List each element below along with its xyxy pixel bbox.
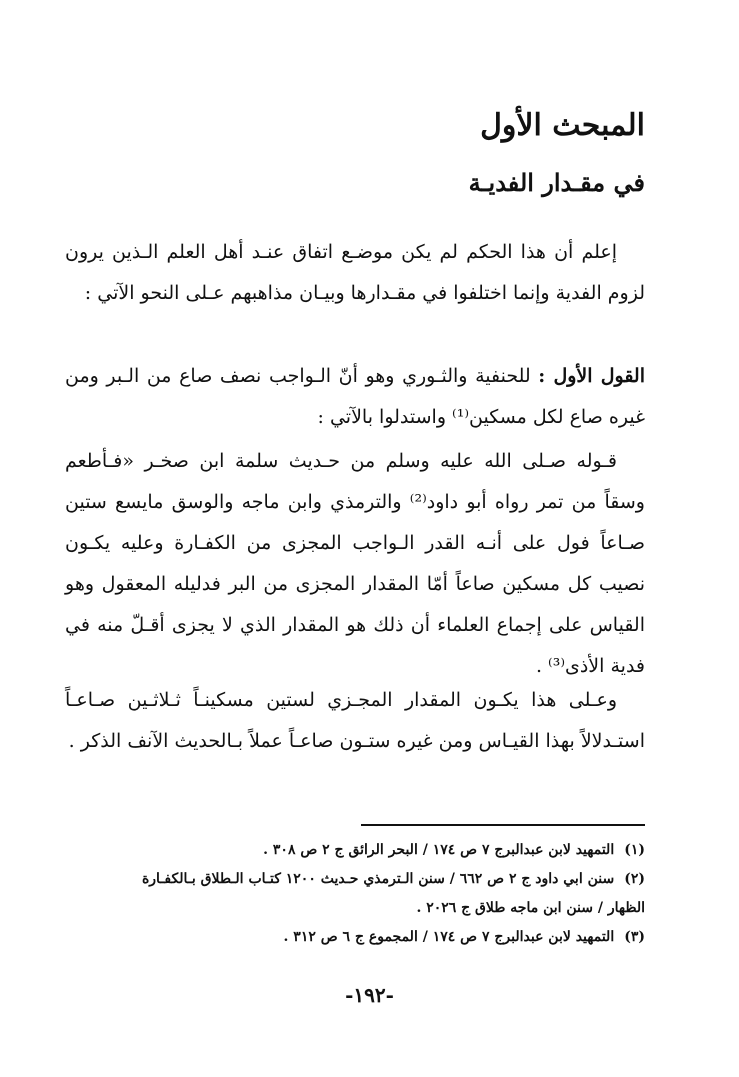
first-opinion-label: القول الأول : bbox=[538, 365, 645, 387]
footnote-number: (٣) bbox=[624, 929, 645, 945]
footnote-number: (١) bbox=[624, 842, 645, 858]
footnote-text: سنن ابي داود ج ٢ ص ٦٦٢ / سنن الـترمذي حـديث ١٢٠٠ كتـاب الـطلاق بـالكفـارة bbox=[141, 871, 615, 887]
paragraph-evidence: قـوله صـلى الله عليه وسلم من حـديث سلمة ابن صخـر «فـأطعم وسقاً من تمر رواه أبو داود⁽²⁾ والترمذي وابن ماجه والوسق مايسع ستين صـاعاً فول على أنـه القدر الـواجب المجزى من الكفـارة وعليه يكـون نصيب كل مسكين صاعاً أمّا المقدار المجزى من البر فدليله المعقول وهو القياس على إجماع العلماء أن ذلك هو المقدار الذي لا يجزى أقـلّ منه في فدية الأذى⁽³⁾ . bbox=[65, 450, 645, 677]
footnote-text: الظهار / سنن ابن ماجه طلاق ج ٢٠٢٦ . bbox=[416, 900, 645, 916]
page-number: -١٩٢- bbox=[345, 983, 394, 1007]
footnote-text: التمهيد لابن عبدالبرج ٧ ص ١٧٤ / البحر الرائق ج ٢ ص ٣٠٨ . bbox=[263, 842, 615, 858]
footnote-separator bbox=[361, 824, 645, 826]
first-opinion-text: للحنفية والثـوري وهو أنّ الـواجب نصف صاع من الـبر ومن غيره صاع لكل مسكين⁽¹⁾ واستدلوا بالآتي : bbox=[65, 365, 645, 428]
footnote-number: (٢) bbox=[624, 871, 645, 887]
footnotes-list bbox=[65, 836, 645, 952]
footnote-3 bbox=[65, 923, 645, 952]
chapter-title: المبحث الأول bbox=[480, 108, 645, 143]
paragraph-first-opinion bbox=[65, 356, 645, 438]
footnote-1 bbox=[65, 836, 645, 865]
chapter-subtitle: في مقـدار الفديـة bbox=[468, 168, 645, 197]
paragraph-conclusion: وعـلى هذا يكـون المقدار المجـزي لستين مسكينـاً ثـلاثـين صـاعـاً استـدلالاً بهذا القيـاس ومن غيره ستـون صاعـاً عملاً بـالحديث الآنف الذكر . bbox=[65, 689, 645, 752]
footnote-text: التمهيد لابن عبدالبرج ٧ ص ١٧٤ / المجموع ج ٦ ص ٣١٢ . bbox=[283, 929, 615, 945]
paragraph-intro: إعلم أن هذا الحكم لم يكن موضـع اتفاق عنـد أهل العلم الـذين يرون لزوم الفدية وإنما اختلفوا في مقـدارها وبيـان مذاهبهم عـلى النحو الآتي : bbox=[65, 241, 645, 304]
footnote-2 bbox=[65, 865, 645, 894]
footnote-2-continued bbox=[65, 894, 645, 923]
